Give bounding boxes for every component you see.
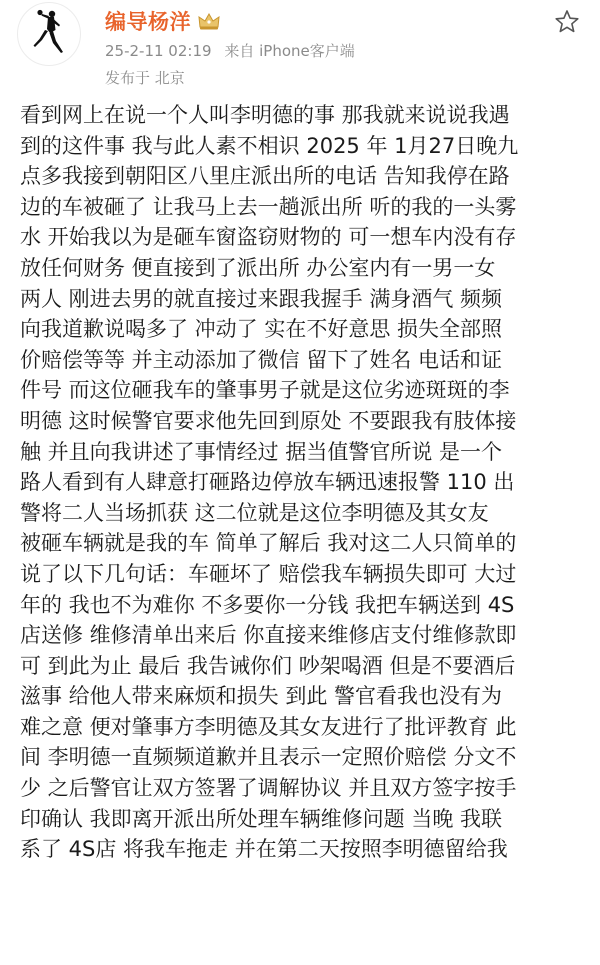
username[interactable]: 编导杨洋 [105,10,191,34]
post-timestamp: 25-2-11 02:19 [105,42,212,60]
post-header [0,0,600,100]
source-client[interactable]: iPhone客户端 [259,42,355,60]
crown-icon [197,11,221,31]
post-text-line: 被砸车辆就是我的车 简单了解后 我对这二人只简单的 [20,531,517,556]
post-text-line: 点多我接到朝阳区八里庄派出所的电话 告知我停在路 [20,164,510,189]
post-text-line: 少 之后警官让双方签署了调解协议 并且双方签字按手 [20,776,517,801]
source-prefix: 来自 [224,42,255,60]
post-text-line: 滋事 给他人带来麻烦和损失 到此 警官看我也没有为 [20,684,503,709]
post-text-line: 边的车被砸了 让我马上去一趟派出所 听的我的一头雾 [20,194,517,219]
post-location: 发布于 北京 [105,69,185,87]
post-text-line: 路人看到有人肆意打砸路边停放车辆迅速报警 110 出 [20,470,515,495]
post-text-line: 水 开始我以为是砸车窗盗窃财物的 可一想车内没有存 [20,225,517,250]
post-text-line: 说了以下几句话：车砸坏了 赔偿我车辆损失即可 大过 [20,561,517,586]
post-text-line: 向我道歉说喝多了 冲动了 实在不好意思 损失全部照 [20,317,503,342]
post-text-line: 两人 刚进去男的就直接过来跟我握手 满身酒气 频频 [20,286,503,311]
post-text-line: 明德 这时候警官要求他先回到原处 不要跟我有肢体接 [20,408,517,433]
post-text-line: 警将二人当场抓获 这二位就是这位李明德及其女友 [20,500,489,525]
post-text-line: 间 李明德一直频频道歉并且表示一定照价赔偿 分文不 [20,745,517,770]
post-text-line: 可 到此为止 最后 我告诫你们 吵架喝酒 但是不要酒后 [20,653,516,678]
post-text-line: 放任何财务 便直接到了派出所 办公室内有一男一女 [20,255,496,280]
post-text-line: 店送修 维修清单出来后 你直接来维修店支付维修款即 [20,623,517,648]
post-content [20,100,585,865]
post-text-line: 印确认 我即离开派出所处理车辆维修问题 当晚 我联 [20,806,503,831]
post-meta [105,40,355,61]
user-avatar[interactable] [17,2,81,66]
post-text-line: 到的这件事 我与此人素不相识 2025 年 1月27日晚九 [20,133,519,158]
post-text-line: 年的 我也不为难你 不多要你一分钱 我把车辆送到 4S [20,592,515,617]
username-row [105,6,221,36]
post-text-line: 难之意 便对肇事方李明德及其女友进行了批评教育 此 [20,714,517,739]
post-text-line: 系了 4S店 将我车拖走 并在第二天按照李明德留给我 [20,837,508,862]
post-text-line: 件号 而这位砸我车的肇事男子就是这位劣迹斑斑的李 [20,378,510,403]
post-text-line: 看到网上在说一个人叫李明德的事 那我就来说说我遇 [20,103,510,127]
post-text-line: 触 并且向我讲述了事情经过 据当值警官所说 是一个 [20,439,503,464]
star-icon[interactable] [553,8,581,36]
jumpman-logo-icon [18,3,80,65]
post-text-line: 价赔偿等等 并主动添加了微信 留下了姓名 电话和证 [20,347,503,372]
